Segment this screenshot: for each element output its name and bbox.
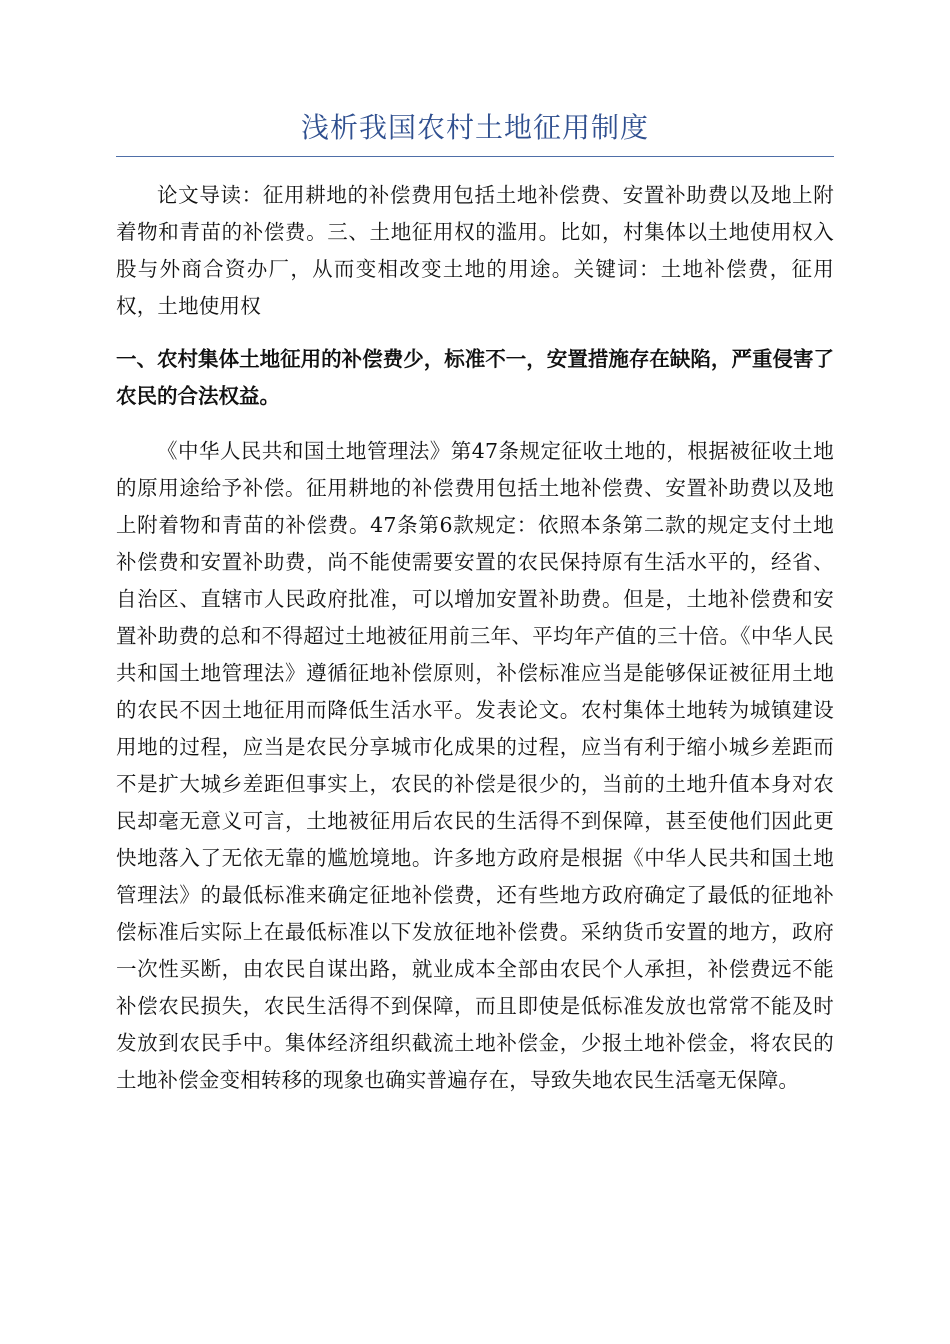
title-underline <box>116 156 834 157</box>
section-body-1: 《中华人民共和国土地管理法》第47条规定征收土地的，根据被征收土地的原用途给予补偿。征用耕地的补偿费用包括土地补偿费、安置补助费以及地上附着物和青苗的补偿费。47条第6款规定：依照本条第二款的规定支付土地补偿费和安置补助费，尚不能使需要安置的农民保持原有生活水平的，经省、自治区、直辖市人民政府批准，可以增加安置补助费。但是，土地补偿费和安置补助费的总和不得超过土地被征用前三年、平均年产值的三十倍。《中华人民共和国土地管理法》遵循征地补偿原则，补偿标准应当是能够保证被征用土地的农民不因土地征用而降低生活水平。发表论文。农村集体土地转为城镇建设用地的过程，应当是农民分享城市化成果的过程，应当有利于缩小城乡差距而不是扩大城乡差距但事实上，农民的补偿是很少的，当前的土地升值本身对农民却毫无意义可言，土地被征用后农民的生活得不到保障，甚至使他们因此更快地落入了无依无靠的尴尬境地。许多地方政府是根据《中华人民共和国土地管理法》的最低标准来确定征地补偿费，还有些地方政府确定了最低的征地补偿标准后实际上在最低标准以下发放征地补偿费。采纳货币安置的地方，政府一次性买断，由农民自谋出路，就业成本全部由农民个人承担，补偿费远不能补偿农民损失，农民生活得不到保障，而且即使是低标准发放也常常不能及时发放到农民手中。集体经济组织截流土地补偿金，少报土地补偿金，将农民的土地补偿金变相转移的现象也确实普遍存在，导致失地农民生活毫无保障。 <box>116 439 834 1092</box>
document-page <box>116 0 834 1099</box>
section-heading-1: 一、农村集体土地征用的补偿费少，标准不一，安置措施存在缺陷，严重侵害了农民的合法权益。 <box>116 347 834 408</box>
document-title: 浅析我国农村土地征用制度 <box>300 111 649 144</box>
intro-paragraph: 论文导读：征用耕地的补偿费用包括土地补偿费、安置补助费以及地上附着物和青苗的补偿费。三、土地征用权的滥用。比如，村集体以土地使用权入股与外商合资办厂，从而变相改变土地的用途。关键词：土地补偿费，征用权，土地使用权 <box>116 183 834 318</box>
